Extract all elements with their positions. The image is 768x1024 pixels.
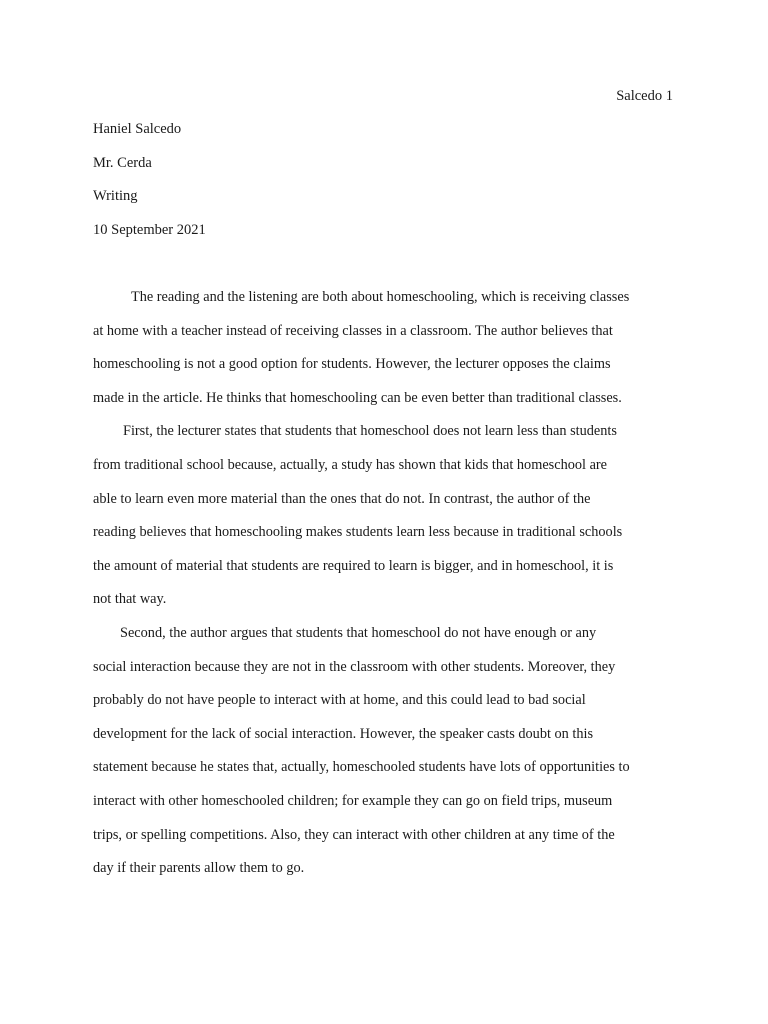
paragraph-line: day if their parents allow them to go. bbox=[93, 860, 305, 877]
student-name: Haniel Salcedo bbox=[93, 121, 182, 137]
paragraph-second-point bbox=[93, 623, 683, 892]
mla-heading bbox=[93, 119, 683, 253]
paragraph-line: the amount of material that students are required to learn is bigger, and in homeschool, it is bbox=[93, 557, 614, 574]
instructor-name: Mr. Cerda bbox=[93, 154, 152, 171]
course-name: Writing bbox=[93, 188, 138, 205]
paragraph-line: The reading and the listening are both about homeschooling, which is receiving classes bbox=[131, 289, 630, 305]
paragraph-first-point bbox=[93, 421, 683, 623]
paragraph-line: Second, the author argues that students that homeschool do not have enough or any bbox=[120, 624, 597, 641]
paragraph-line: able to learn even more material than the ones that do not. In contrast, the author of the bbox=[93, 490, 591, 507]
paragraph-line: homeschooling is not a good option for students. However, the lecturer opposes the claims bbox=[93, 356, 611, 373]
paragraph-line: interact with other homeschooled children; for example they can go on field trips, museum bbox=[93, 792, 613, 809]
paragraph-line: made in the article. He thinks that homeschooling can be even better than traditional classes. bbox=[93, 389, 622, 406]
paragraph-line: First, the lecturer states that students that homeschool does not learn less than students bbox=[123, 423, 617, 440]
running-head-page-number: Salcedo 1 bbox=[616, 88, 673, 104]
paragraph-line: probably do not have people to interact with at home, and this could lead to bad social bbox=[93, 692, 586, 709]
essay-body bbox=[93, 287, 683, 892]
paragraph-line: at home with a teacher instead of receiving classes in a classroom. The author believes that bbox=[93, 322, 613, 339]
paragraph-line: development for the lack of social interaction. However, the speaker casts doubt on this bbox=[93, 725, 594, 742]
paragraph-line: trips, or spelling competitions. Also, they can interact with other children at any time of the bbox=[93, 826, 615, 843]
document-date: 10 September 2021 bbox=[93, 221, 206, 238]
paragraph-line: reading believes that homeschooling makes students learn less because in traditional schools bbox=[93, 524, 623, 541]
paragraph-line: statement because he states that, actually, homeschooled students have lots of opportunities to bbox=[93, 759, 630, 776]
paragraph-line: from traditional school because, actually, a study has shown that kids that homeschool are bbox=[93, 456, 608, 473]
paragraph-line: not that way. bbox=[93, 591, 167, 608]
paragraph-introduction bbox=[93, 287, 683, 421]
paragraph-line: social interaction because they are not in the classroom with other students. Moreover, they bbox=[93, 658, 616, 675]
